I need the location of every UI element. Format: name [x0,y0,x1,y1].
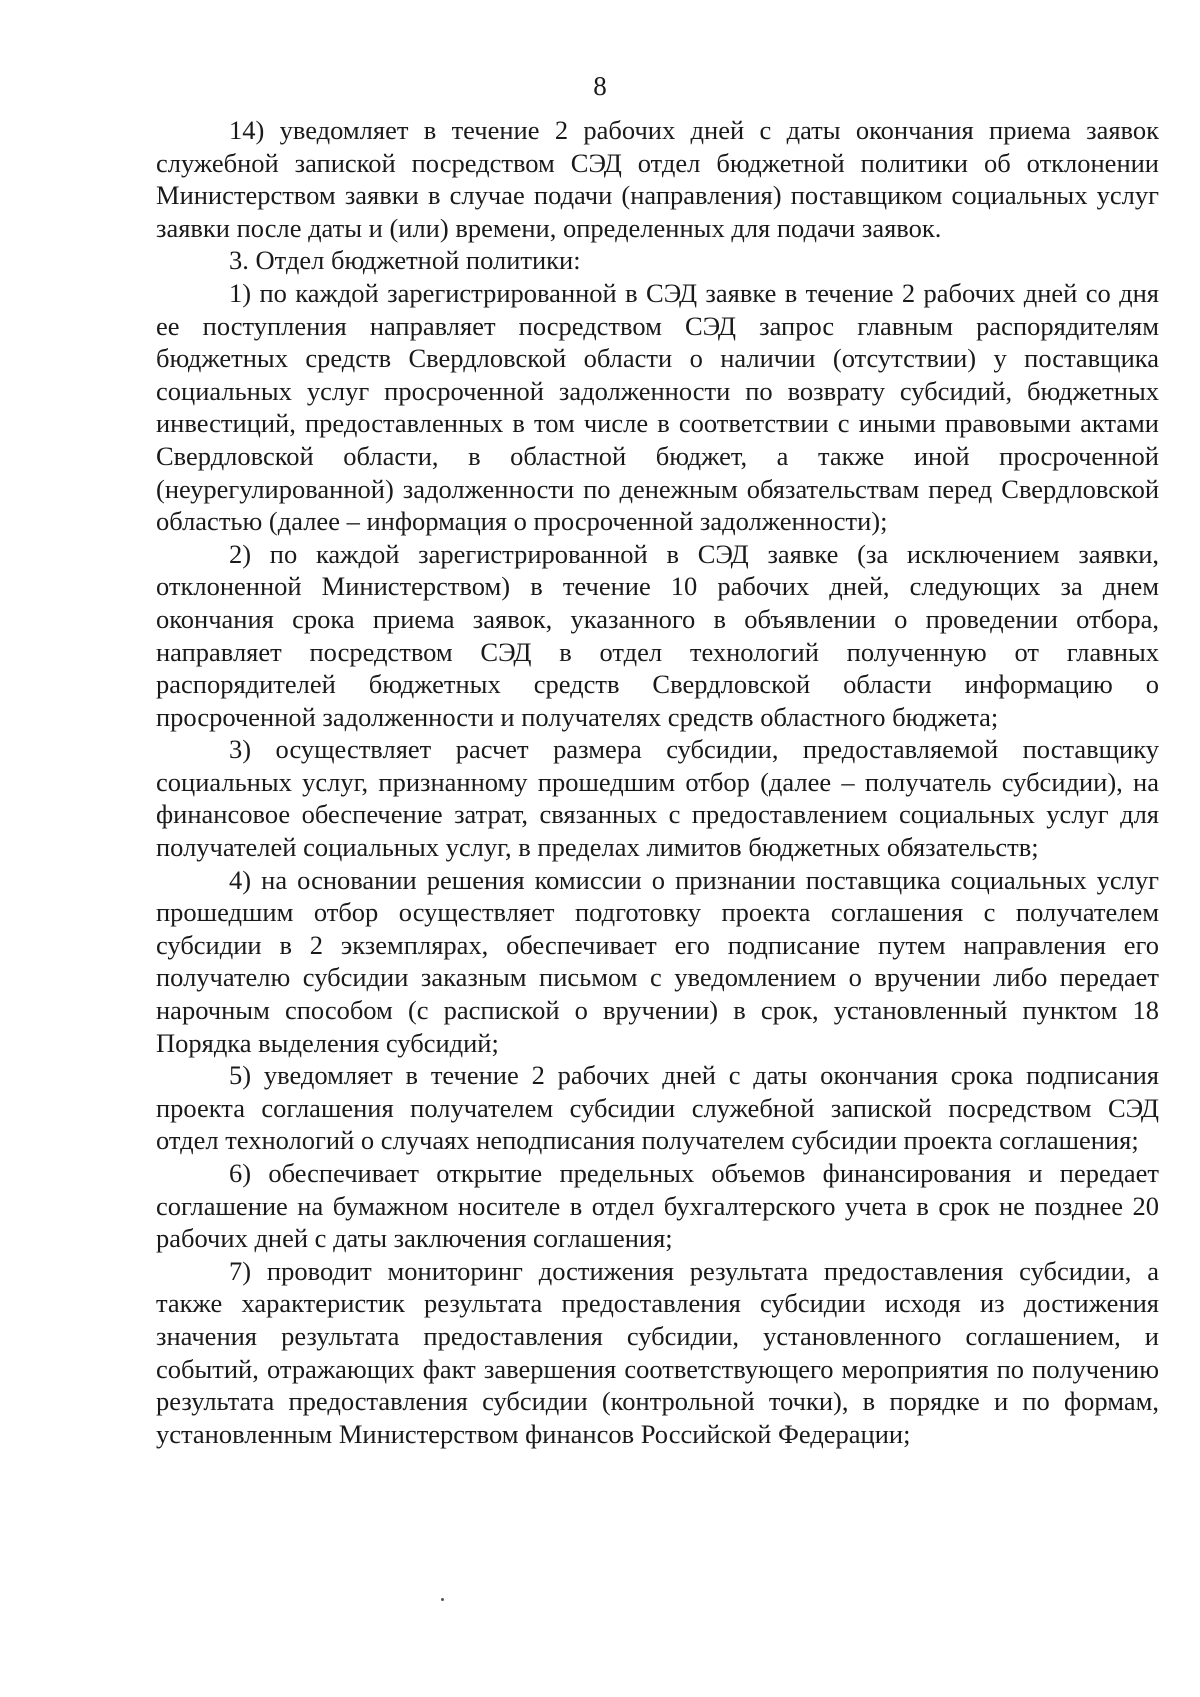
paragraph-item-7-monitoring: 7) проводит мониторинг достижения результата предоставления субсидии, а также характеристик результата предоставления субсидии исходя из достижения значения результата предоставления субсидии, установленного соглашением, и событий, отражающих факт завершения соответствующего мероприятия по получению результата предоставления субсидии (контрольной точки), в порядке и по формам, установленным Министерством финансов Российской Федерации; [156,1255,1159,1449]
page-number: 8 [593,71,607,101]
paragraph-item-2-forward-info: 2) по каждой зарегистрированной в СЭД заявке (за исключением заявки, отклоненной Министерством) в течение 10 рабочих дней, следующих за днем окончания срока приема заявок, указанного в объявлении о проведении отбора, направляет посредством СЭД в отдел технологий полученную от главных распорядителей бюджетных средств Свердловской области информацию о просроченной задолженности и получателях средств областного бюджета; [156,538,1159,732]
paragraph-item-5-notify-unsigned: 5) уведомляет в течение 2 рабочих дней с даты окончания срока подписания проекта соглашения получателем субсидии служебной запиской посредством СЭД отдел технологий о случаях неподписания получателем субсидии проекта соглашения; [156,1060,1159,1156]
document-body [156,114,1159,1450]
paragraph-item-1-debt-request: 1) по каждой зарегистрированной в СЭД заявке в течение 2 рабочих дней со дня ее поступления направляет посредством СЭД запрос главным распорядителям бюджетных средств Свердловской области о наличии (отсутствии) у поставщика социальных услуг просроченной задолженности по возврату субсидий, бюджетных инвестиций, предоставленных в том числе в соответствии с иными правовыми актами Свердловской области, в областной бюджет, а также иной просроченной (неурегулированной) задолженности по денежным обязательствам перед Свердловской областью (далее – информация о просроченной задолженности); [156,277,1159,537]
paragraph-item-6-financing-limits: 6) обеспечивает открытие предельных объемов финансирования и передает соглашение на бумажном носителе в отдел бухгалтерского учета в срок не позднее 20 рабочих дней с даты заключения соглашения; [156,1158,1159,1254]
paragraph-item-14-notify-rejection: 14) уведомляет в течение 2 рабочих дней с даты окончания приема заявок служебной запиской посредством СЭД отдел бюджетной политики об отклонении Министерством заявки в случае подачи (направления) поставщиком социальных услуг заявки после даты и (или) времени, определенных для подачи заявок. [156,115,1159,243]
scan-artifact-dot [441,1598,444,1601]
paragraph-item-4-prepare-agreement: 4) на основании решения комиссии о признании поставщика социальных услуг прошедшим отбор осуществляет подготовку проекта соглашения с получателем субсидии в 2 экземплярах, обеспечивает его подписание путем направления его получателю субсидии заказным письмом с уведомлением о вручении либо передает нарочным способом (с распиской о вручении) в срок, установленный пунктом 18 Порядка выделения субсидий; [156,864,1159,1058]
section-heading-budget-policy-department: 3. Отдел бюджетной политики: [229,245,581,276]
paragraph-item-3-calculate-subsidy: 3) осуществляет расчет размера субсидии, предоставляемой поставщику социальных услуг, признанному прошедшим отбор (далее – получатель субсидии), на финансовое обеспечение затрат, связанных с предоставлением социальных услуг для получателей социальных услуг, в пределах лимитов бюджетных обязательств; [156,734,1159,863]
